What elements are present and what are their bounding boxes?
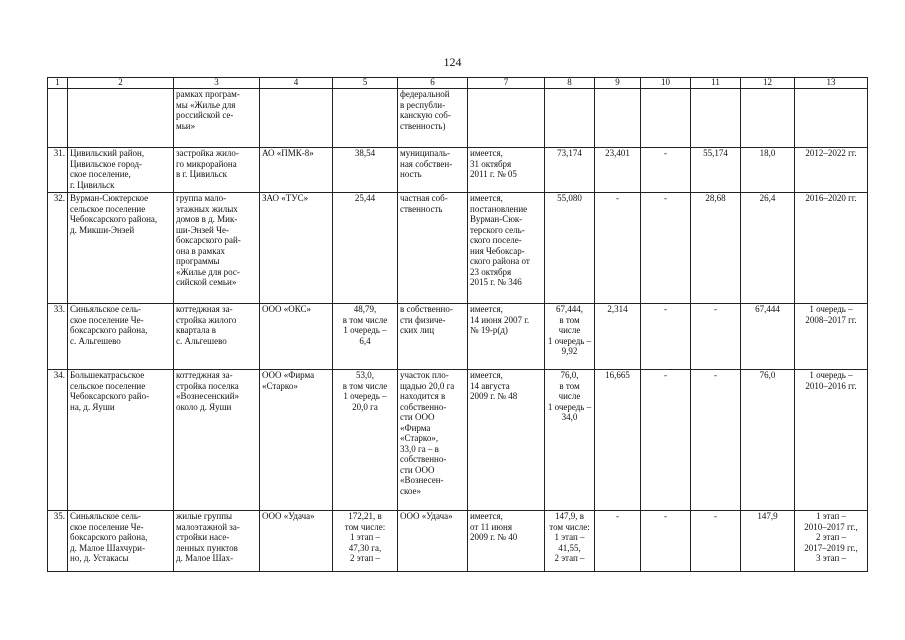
value-col-9: - (595, 193, 641, 304)
text-line: 2009 г. № 48 (470, 391, 518, 401)
column-number: 6 (398, 78, 468, 89)
text-line: д. Микши-Энзей (70, 224, 135, 235)
text-line: муниципаль- (400, 148, 450, 158)
text-line: 1 очередь – (343, 391, 387, 401)
text-line: 25,44 (354, 193, 376, 203)
land-area (333, 370, 398, 511)
developer (260, 370, 333, 511)
row-number: 31. (48, 148, 68, 193)
text-line: 2010–2016 гг. (805, 380, 857, 391)
text-line: ское» (400, 485, 422, 496)
text-line: ши-Энзей Че- (176, 224, 229, 235)
column-number: 1 (48, 78, 68, 89)
row-number: 33. (48, 304, 68, 370)
project-description (174, 193, 260, 304)
text-line: частная соб- (400, 193, 448, 203)
text-line: Цивильское город- (70, 158, 143, 169)
land-status (398, 511, 468, 572)
land-area (333, 148, 398, 193)
text-line: го микрорайона (176, 158, 237, 169)
project-description (174, 370, 260, 511)
text-line: 2010–2017 гг., (804, 521, 858, 532)
text-line: числе (558, 325, 581, 335)
total-housing-area (545, 148, 595, 193)
column-number-row (48, 78, 868, 89)
value-col-11: - (691, 511, 741, 572)
text-line: сельское поселение (70, 203, 146, 214)
column-number: 3 (174, 78, 260, 89)
text-line: 48,79, (353, 304, 377, 314)
land-status (398, 193, 468, 304)
text-line: сельское поселение (70, 380, 146, 391)
text-line: Цивильский район, (70, 148, 145, 158)
value-col-12: 147,9 (741, 511, 795, 572)
column-number: 11 (691, 78, 741, 89)
text-line: 1 этап – (349, 532, 381, 542)
text-line: в республи- (400, 99, 446, 110)
text-line: «Фирма (400, 422, 431, 433)
construction-period (795, 304, 868, 370)
text-line: д. Малое Шахчури- (70, 542, 145, 553)
text-line: № 19-р(д) (470, 325, 508, 335)
land-status (398, 148, 468, 193)
text-line: от 11 июня (470, 521, 512, 532)
text-line: квартала в (176, 325, 216, 335)
text-line: федеральной (400, 89, 450, 99)
text-line: российской се- (176, 110, 234, 120)
text-line: в том (559, 314, 580, 325)
text-line: Большекатрасьское (70, 370, 145, 380)
text-line: 2 этап – (815, 532, 847, 542)
value-col-9: 2,314 (595, 304, 641, 370)
text-line: в собственно- (400, 304, 453, 314)
table-row (48, 193, 868, 304)
location (68, 511, 174, 572)
text-line: имеется, (470, 511, 503, 521)
text-line: 1 очередь – (547, 401, 592, 412)
row-number: 35. (48, 511, 68, 572)
text-line: АО «ПМК-8» (262, 148, 314, 158)
text-line: программы (176, 256, 220, 266)
land-status (398, 370, 468, 511)
column-number: 8 (545, 78, 595, 89)
text-line: ния Чебоксар- (470, 245, 525, 256)
planning-document (468, 511, 545, 572)
text-line: том числе: (344, 521, 386, 532)
text-line: этажных жилых (176, 203, 238, 214)
planning-document (468, 304, 545, 370)
text-line: 9,92 (561, 346, 578, 356)
text-line: 55,080 (557, 193, 582, 203)
text-line: стройки насе- (176, 532, 230, 542)
text-line: ООО «ОКС» (262, 304, 312, 314)
value-col-11: - (691, 304, 741, 370)
text-line: боксарского района, (70, 325, 148, 335)
text-line: канскую соб- (400, 110, 451, 120)
location (68, 304, 174, 370)
text-line: собственно- (400, 454, 447, 464)
text-line: «Старко», (400, 433, 439, 443)
text-line: ООО «Удача» (400, 511, 453, 521)
text-line: 14 июня 2007 г. (470, 314, 530, 325)
text-line: ских лиц (400, 325, 435, 335)
land-status (398, 304, 468, 370)
column-number: 10 (641, 78, 691, 89)
text-line: 1 очередь – (809, 370, 853, 380)
total-housing-area (545, 304, 595, 370)
text-line: 34,0 (561, 412, 578, 422)
text-line: 2 этап – (349, 553, 381, 563)
text-line: 47,30 га, (348, 542, 382, 553)
location (68, 193, 174, 304)
project-description (174, 89, 260, 148)
text-line: рамках програм- (176, 89, 240, 99)
text-line: стройка жилого (176, 314, 237, 325)
value-col-11: 28,68 (691, 193, 741, 304)
text-line: мы «Жилье для (176, 99, 236, 110)
text-line: с. Альгешево (176, 335, 227, 346)
text-line: щадью 20,0 га (400, 380, 455, 391)
text-line: 1 очередь – (547, 335, 592, 346)
value-col-11: - (691, 370, 741, 511)
text-line: Вурман-Сюктерское (70, 193, 149, 203)
text-line: 33,0 га – в (400, 443, 439, 454)
text-line: 1 этап – (554, 532, 585, 542)
text-line: «Старко» (262, 380, 298, 391)
text-line: но, д. Устакасы (70, 553, 129, 563)
row-number: 32. (48, 193, 68, 304)
value-col-10: - (641, 148, 691, 193)
land-area (333, 511, 398, 572)
text-line: д. Малое Шах- (176, 553, 234, 563)
text-line: 147,9, в (555, 511, 584, 521)
developer (260, 304, 333, 370)
text-line: Чебоксарского района, (70, 214, 158, 224)
text-line: Синьяльское сель- (70, 304, 141, 314)
text-line: застройка жило- (176, 148, 239, 158)
text-line: сти ООО (400, 412, 435, 422)
land-area (333, 193, 398, 304)
text-line: 3 этап – (815, 553, 847, 563)
text-line: на, д. Яуши (70, 401, 115, 412)
text-line: малоэтажной за- (176, 521, 240, 532)
text-line: ООО «Фирма (262, 370, 315, 380)
text-line: 2 этап – (554, 553, 585, 563)
value-col-12: 26,4 (741, 193, 795, 304)
text-line: боксарского района, (70, 532, 148, 542)
text-line: стройка поселка (176, 380, 239, 391)
project-description (174, 148, 260, 193)
column-number: 5 (333, 78, 398, 89)
project-description (174, 304, 260, 370)
project-description (174, 511, 260, 572)
value-col-10: - (641, 193, 691, 304)
text-line: в том числе (342, 380, 388, 391)
text-line: 2017–2019 гг., (804, 542, 858, 553)
value-col-12: 67,444 (741, 304, 795, 370)
text-line: постановление (470, 203, 528, 214)
value-col-12: 18,0 (741, 148, 795, 193)
text-line: в г. Цивильск (176, 169, 228, 179)
text-line: Вурман-Сюк- (470, 214, 523, 224)
value-col-10: - (641, 511, 691, 572)
text-line: мьи» (176, 120, 196, 131)
text-line: числе (558, 391, 581, 401)
text-line: 172,21, в (348, 511, 382, 521)
table-row (48, 148, 868, 193)
value-col-9: 23,401 (595, 148, 641, 193)
text-line: г. Цивильск (70, 179, 115, 190)
value-col-10: - (641, 304, 691, 370)
text-line: 1 очередь – (809, 304, 853, 314)
construction-period (795, 370, 868, 511)
text-line: 1 этап – (815, 511, 847, 521)
text-line: 6,4 (359, 335, 371, 346)
text-line: сийской семьи» (176, 277, 237, 287)
text-line: 2009 г. № 40 (470, 532, 518, 542)
text-line: ского района от (470, 256, 530, 266)
value-col-10: - (641, 370, 691, 511)
text-line: 2012–2022 гг. (805, 148, 857, 158)
text-line: ственность (400, 203, 443, 214)
construction-period (795, 193, 868, 304)
total-housing-area (545, 370, 595, 511)
text-line: 76,0, (560, 370, 579, 380)
construction-period (795, 148, 868, 193)
text-line: терского сель- (470, 224, 525, 235)
text-line: имеется, (470, 193, 503, 203)
text-line: 41,55, (558, 542, 581, 553)
text-line: ООО «Удача» (262, 511, 315, 521)
text-line: 53,0, (356, 370, 374, 380)
developer (260, 193, 333, 304)
planning-document (468, 193, 545, 304)
text-line: ная собствен- (400, 158, 453, 169)
text-line: находится в (400, 391, 446, 401)
land-status (398, 89, 468, 148)
text-line: «Жилье для рос- (176, 266, 240, 277)
value-col-12: 76,0 (741, 370, 795, 511)
developer (260, 148, 333, 193)
text-line: сти ООО (400, 464, 435, 475)
row-number: 34. (48, 370, 68, 511)
value-col-11: 55,174 (691, 148, 741, 193)
text-line: ЗАО «ТУС» (262, 193, 309, 203)
text-line: ственность) (400, 120, 446, 131)
text-line: имеется, (470, 304, 503, 314)
column-number: 12 (741, 78, 795, 89)
location (68, 148, 174, 193)
text-line: имеется, (470, 148, 503, 158)
text-line: группа мало- (176, 193, 227, 203)
text-line: том числе: (549, 521, 590, 532)
continuation-row (48, 89, 868, 148)
table-row (48, 511, 868, 572)
value-col-9: 16,665 (595, 370, 641, 511)
text-line: 2011 г. № 05 (470, 169, 517, 179)
text-line: ленных пунктов (176, 542, 238, 553)
text-line: ность (400, 169, 422, 179)
housing-projects-table (47, 77, 868, 572)
column-number: 7 (468, 78, 545, 89)
column-number: 4 (260, 78, 333, 89)
text-line: в том числе (342, 314, 388, 325)
text-line: «Вознесенский» (176, 391, 240, 401)
text-line: имеется, (470, 370, 503, 380)
location (68, 370, 174, 511)
text-line: ского поселе- (470, 235, 522, 245)
text-line: она в рамках (176, 245, 225, 256)
text-line: собственно- (400, 401, 447, 412)
text-line: 14 августа (470, 380, 510, 391)
total-housing-area (545, 511, 595, 572)
text-line: 2016–2020 гг. (805, 193, 857, 203)
text-line: 31 октября (470, 158, 512, 169)
developer (260, 511, 333, 572)
text-line: коттеджная за- (176, 304, 233, 314)
text-line: 2015 г. № 346 (470, 277, 522, 287)
text-line: ское поселение Че- (70, 521, 144, 532)
page-number: 124 (443, 55, 462, 69)
column-number: 13 (795, 78, 868, 89)
table-row (48, 370, 868, 511)
text-line: около д. Яуши (176, 401, 232, 412)
planning-document (468, 370, 545, 511)
value-col-9: - (595, 511, 641, 572)
construction-period (795, 511, 868, 572)
text-line: 2008–2017 гг. (805, 314, 857, 325)
text-line: домов в д. Мик- (176, 214, 238, 224)
text-line: «Вознесен- (400, 475, 444, 485)
text-line: сти физиче- (400, 314, 446, 325)
column-number: 9 (595, 78, 641, 89)
table-row (48, 304, 868, 370)
text-line: 1 очередь – (343, 325, 387, 335)
land-area (333, 304, 398, 370)
text-line: Чебоксарского райо- (70, 391, 150, 401)
text-line: 73,174 (557, 148, 582, 158)
text-line: в том (559, 380, 580, 391)
text-line: ское поселение Че- (70, 314, 144, 325)
total-housing-area (545, 193, 595, 304)
text-line: 38,54 (354, 148, 376, 158)
text-line: ское поселение, (70, 169, 131, 179)
text-line: 67,444, (556, 304, 583, 314)
text-line: Синьяльское сель- (70, 511, 141, 521)
text-line: 20,0 га (352, 401, 378, 412)
text-line: коттеджная за- (176, 370, 233, 380)
text-line: 23 октября (470, 266, 512, 277)
text-line: боксарского рай- (176, 235, 241, 245)
planning-document (468, 148, 545, 193)
column-number: 2 (68, 78, 174, 89)
text-line: жилые группы (176, 511, 233, 521)
text-line: с. Альгешево (70, 335, 121, 346)
text-line: участок пло- (400, 370, 449, 380)
